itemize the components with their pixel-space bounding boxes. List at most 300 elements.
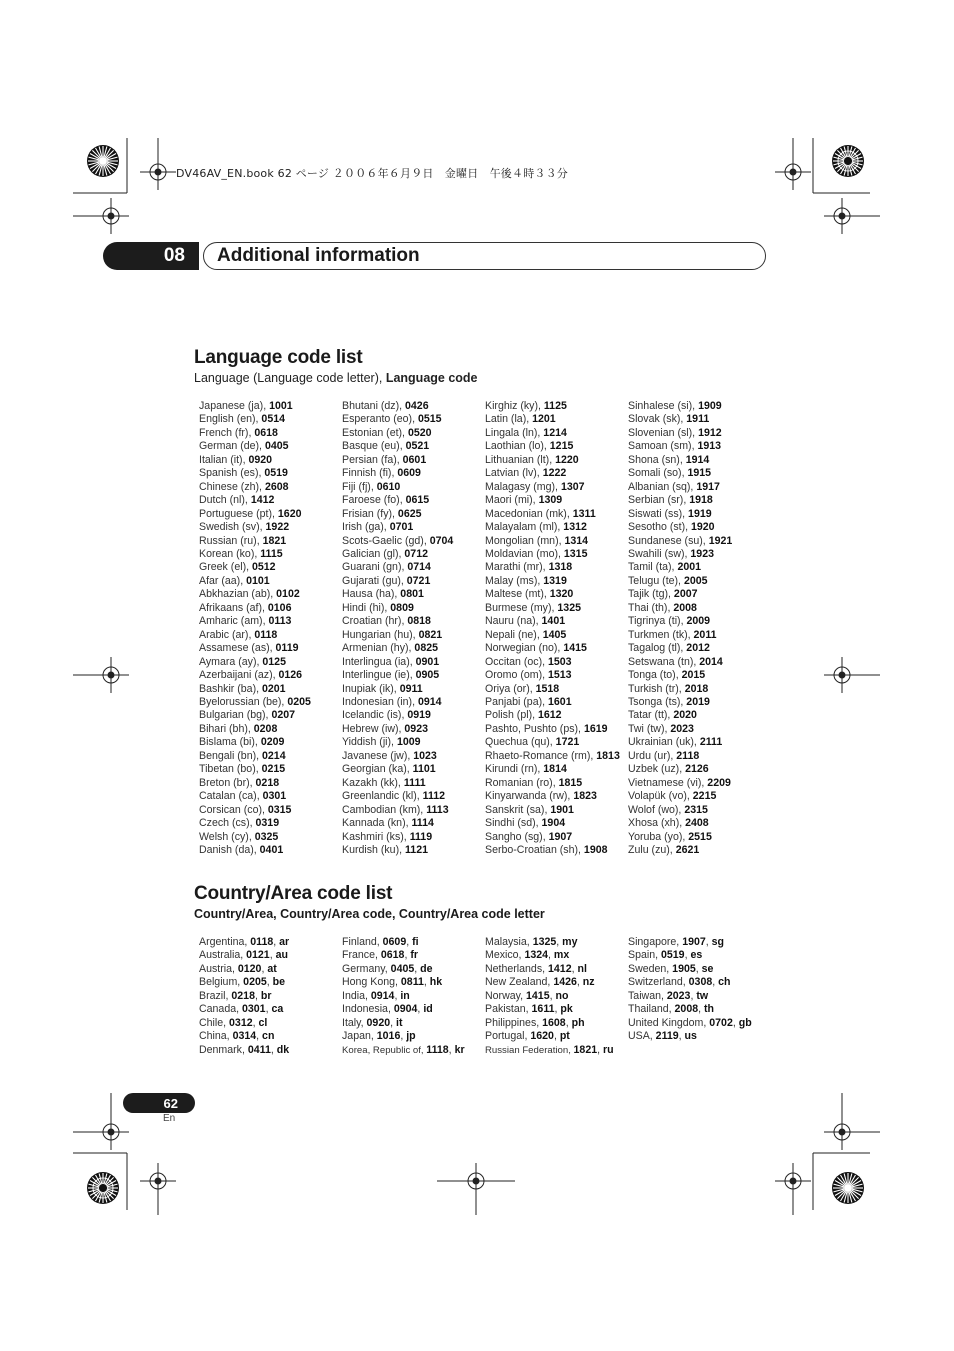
country-letter: tw bbox=[696, 989, 709, 1002]
language-code: 0825 bbox=[414, 642, 438, 655]
language-entry bbox=[628, 454, 732, 467]
language-code: 1920 bbox=[691, 521, 715, 534]
country-code: 2119 bbox=[655, 1030, 679, 1043]
country-letter: at bbox=[267, 962, 277, 975]
language-code: 0901 bbox=[415, 655, 440, 668]
country-entry bbox=[199, 1017, 289, 1030]
language-entry bbox=[199, 481, 311, 494]
language-name: Hausa (ha), bbox=[342, 588, 401, 601]
language-name: Basque (eu), bbox=[342, 440, 406, 453]
language-code: 0601 bbox=[402, 453, 427, 466]
country-name: Italy, bbox=[342, 1016, 367, 1029]
country-entry bbox=[485, 990, 614, 1003]
language-code: 2621 bbox=[675, 843, 700, 856]
language-code: 1918 bbox=[689, 494, 713, 507]
language-entry bbox=[342, 602, 453, 615]
language-name: Kannada (kn), bbox=[342, 817, 412, 830]
language-name: Wolof (wo), bbox=[628, 803, 685, 816]
language-entry bbox=[485, 602, 620, 615]
country-entry bbox=[485, 963, 614, 976]
language-name: Xhosa (xh), bbox=[628, 817, 686, 830]
language-entry bbox=[342, 400, 453, 413]
language-name: Scots-Gaelic (gd), bbox=[342, 534, 430, 547]
language-entry bbox=[342, 804, 453, 817]
language-code: 2020 bbox=[673, 709, 697, 722]
language-entry bbox=[342, 777, 453, 790]
separator: , bbox=[252, 1016, 259, 1029]
language-name: Kazakh (kk), bbox=[342, 776, 404, 789]
language-name: Armenian (hy), bbox=[342, 642, 415, 655]
separator: , bbox=[417, 1003, 424, 1016]
language-code: 1307 bbox=[560, 480, 585, 493]
country-code: 0609 bbox=[382, 936, 407, 948]
language-name: Aymara (ay), bbox=[199, 655, 263, 668]
language-name: Corsican (co), bbox=[199, 803, 268, 816]
language-code: 2515 bbox=[688, 830, 712, 843]
language-entry bbox=[628, 575, 732, 588]
language-entry bbox=[199, 669, 311, 682]
separator: , bbox=[597, 1043, 603, 1056]
language-name: Bihari (bh), bbox=[199, 722, 254, 735]
language-name: Yoruba (yo), bbox=[628, 830, 689, 843]
separator: , bbox=[554, 1003, 561, 1016]
language-entry bbox=[342, 669, 453, 682]
country-code: 1426 bbox=[553, 976, 577, 989]
language-name: Afar (aa), bbox=[199, 574, 247, 587]
language-code: 1222 bbox=[542, 467, 567, 480]
country-letter: au bbox=[275, 949, 288, 962]
country-letter: no bbox=[555, 989, 569, 1002]
language-name: Slovenian (sl), bbox=[628, 426, 699, 439]
country-entry bbox=[485, 949, 614, 962]
language-code: 2014 bbox=[699, 655, 723, 668]
country-entry bbox=[342, 1003, 465, 1016]
language-name: Laothian (lo), bbox=[485, 440, 550, 453]
language-name: Malayalam (ml), bbox=[485, 521, 564, 534]
country-entry bbox=[342, 1044, 465, 1057]
country-section-title: Country/Area code list bbox=[194, 883, 393, 904]
language-code: 1612 bbox=[537, 709, 562, 722]
language-name: Oriya (or), bbox=[485, 682, 536, 695]
language-name: Fiji (fj), bbox=[342, 480, 377, 493]
country-code: 0702 bbox=[709, 1016, 733, 1029]
language-entry bbox=[342, 413, 453, 426]
language-entry bbox=[485, 400, 620, 413]
country-code: 1905 bbox=[672, 962, 696, 975]
country-code: 0205 bbox=[243, 976, 267, 989]
language-name: Turkish (tr), bbox=[628, 682, 685, 695]
separator: , bbox=[265, 1003, 272, 1016]
language-code: 1823 bbox=[573, 790, 597, 803]
language-name: Swedish (sv), bbox=[199, 521, 266, 534]
language-name: Interlingue (ie), bbox=[342, 669, 416, 682]
language-code: 0712 bbox=[404, 547, 428, 560]
language-code: 1917 bbox=[696, 480, 720, 493]
language-code: 0821 bbox=[418, 628, 443, 641]
language-entry bbox=[342, 831, 453, 844]
language-name: Inupiak (ik), bbox=[342, 682, 400, 695]
language-code: 0905 bbox=[415, 669, 440, 682]
language-entry bbox=[628, 696, 732, 709]
language-code: 0208 bbox=[253, 722, 278, 735]
language-entry bbox=[628, 629, 732, 642]
language-entry bbox=[342, 494, 453, 507]
language-column-2 bbox=[342, 400, 453, 857]
language-entry bbox=[199, 709, 311, 722]
language-code: 1915 bbox=[687, 467, 712, 480]
language-code: 0515 bbox=[417, 413, 442, 426]
country-code: 1620 bbox=[530, 1030, 554, 1043]
language-name: Lingala (ln), bbox=[485, 426, 544, 439]
language-entry bbox=[628, 427, 732, 440]
language-name: Burmese (my), bbox=[485, 601, 558, 614]
language-name: Sinhalese (si), bbox=[628, 400, 699, 412]
language-code: 0914 bbox=[417, 695, 442, 708]
language-code: 0714 bbox=[407, 561, 431, 574]
language-entry bbox=[485, 642, 620, 655]
language-entry bbox=[199, 454, 311, 467]
language-code: 0618 bbox=[254, 426, 278, 439]
separator: , bbox=[404, 949, 411, 962]
language-code: 0609 bbox=[397, 467, 421, 480]
language-name: Nauru (na), bbox=[485, 615, 542, 628]
language-code: 1919 bbox=[688, 507, 712, 520]
language-entry bbox=[485, 413, 620, 426]
language-code: 1922 bbox=[265, 521, 290, 534]
country-code: 1016 bbox=[376, 1030, 401, 1043]
language-entry bbox=[628, 467, 732, 480]
language-code: 1319 bbox=[543, 574, 567, 587]
language-name: Greenlandic (kl), bbox=[342, 790, 423, 803]
language-code: 1325 bbox=[557, 601, 581, 614]
language-name: Hungarian (hu), bbox=[342, 628, 419, 641]
country-code: 0308 bbox=[688, 976, 713, 989]
country-name: Belgium, bbox=[199, 976, 244, 989]
language-code: 1814 bbox=[543, 763, 567, 776]
country-entry bbox=[199, 990, 289, 1003]
language-code: 1405 bbox=[542, 628, 567, 641]
language-name: Hindi (hi), bbox=[342, 601, 391, 614]
language-code: 1311 bbox=[572, 507, 596, 520]
country-code: 1907 bbox=[682, 936, 706, 948]
language-entry bbox=[199, 817, 311, 830]
language-entry bbox=[342, 508, 453, 521]
language-code: 1215 bbox=[549, 440, 574, 453]
country-letter: es bbox=[690, 949, 703, 962]
language-entry bbox=[485, 454, 620, 467]
country-entry bbox=[199, 936, 289, 949]
language-code: 1101 bbox=[412, 763, 436, 776]
language-entry bbox=[199, 575, 311, 588]
language-name: Bislama (bi), bbox=[199, 736, 261, 749]
language-code: 0102 bbox=[276, 588, 300, 601]
language-entry bbox=[199, 427, 311, 440]
starburst-target bbox=[87, 145, 119, 177]
language-code: 2023 bbox=[670, 722, 694, 735]
language-entry bbox=[628, 400, 732, 413]
language-code: 1415 bbox=[563, 642, 587, 655]
language-entry bbox=[199, 548, 311, 561]
country-code: 2023 bbox=[666, 989, 691, 1002]
language-code: 1412 bbox=[250, 494, 275, 507]
language-name: Russian (ru), bbox=[199, 534, 263, 547]
country-code: 0120 bbox=[237, 962, 262, 975]
language-code: 0519 bbox=[264, 467, 288, 480]
language-name: Korean (ko), bbox=[199, 547, 261, 560]
language-name: Galician (gl), bbox=[342, 547, 405, 560]
country-name: New Zealand, bbox=[485, 976, 554, 989]
country-letter: fi bbox=[412, 936, 419, 948]
country-entry bbox=[342, 949, 465, 962]
language-name: Swahili (sw), bbox=[628, 547, 691, 560]
language-entry bbox=[628, 494, 732, 507]
language-name: Tsonga (ts), bbox=[628, 695, 687, 708]
language-code: 0923 bbox=[404, 722, 428, 735]
separator: , bbox=[261, 962, 268, 975]
country-column-1 bbox=[199, 936, 289, 1057]
separator: , bbox=[254, 989, 261, 1002]
language-name: Quechua (qu), bbox=[485, 736, 556, 749]
language-entry bbox=[199, 763, 311, 776]
separator: , bbox=[400, 1030, 407, 1043]
country-letter: ch bbox=[718, 976, 731, 989]
language-code: 0126 bbox=[278, 669, 303, 682]
language-code: 2019 bbox=[686, 695, 710, 708]
language-name: Japanese (ja), bbox=[199, 400, 270, 412]
country-name: Thailand, bbox=[628, 1003, 675, 1016]
separator: , bbox=[273, 936, 280, 948]
separator: , bbox=[684, 949, 691, 962]
country-entry bbox=[628, 1030, 752, 1043]
language-name: Vietnamese (vi), bbox=[628, 776, 708, 789]
language-code: 1318 bbox=[548, 561, 573, 574]
separator: , bbox=[423, 976, 430, 989]
language-name: Panjabi (pa), bbox=[485, 695, 549, 708]
country-code: 1324 bbox=[524, 949, 549, 962]
country-letter: it bbox=[396, 1016, 403, 1029]
language-code: 1815 bbox=[558, 776, 583, 789]
language-name: Czech (cs), bbox=[199, 817, 256, 830]
country-name: United Kingdom, bbox=[628, 1016, 710, 1029]
language-code: 1001 bbox=[269, 400, 293, 412]
language-code: 0201 bbox=[262, 682, 286, 695]
language-code: 1214 bbox=[543, 426, 567, 439]
language-name: Malagasy (mg), bbox=[485, 480, 561, 493]
language-name: Tibetan (bo), bbox=[199, 763, 262, 776]
language-entry bbox=[628, 615, 732, 628]
language-entry bbox=[342, 561, 453, 574]
crosshair-targets bbox=[73, 138, 880, 1215]
country-entry bbox=[628, 1003, 752, 1016]
language-code: 1813 bbox=[596, 749, 620, 762]
language-name: Javanese (jw), bbox=[342, 749, 414, 762]
country-code: 0314 bbox=[232, 1030, 257, 1043]
language-entry bbox=[342, 817, 453, 830]
language-code: 1923 bbox=[690, 547, 714, 560]
country-code: 0301 bbox=[242, 1003, 266, 1016]
language-entry bbox=[199, 494, 311, 507]
language-code: 2118 bbox=[676, 749, 700, 762]
language-entry bbox=[199, 467, 311, 480]
language-code: 1320 bbox=[549, 588, 574, 601]
language-entry bbox=[199, 831, 311, 844]
language-entry bbox=[199, 561, 311, 574]
language-name: Kirghiz (ky), bbox=[485, 400, 544, 412]
country-entry bbox=[485, 1003, 614, 1016]
language-entry bbox=[485, 669, 620, 682]
language-name: Malay (ms), bbox=[485, 574, 544, 587]
country-letter: hk bbox=[429, 976, 443, 989]
language-name: German (de), bbox=[199, 440, 265, 453]
language-name: Uzbek (uz), bbox=[628, 763, 686, 776]
language-entry bbox=[199, 683, 311, 696]
country-letter: kr bbox=[454, 1043, 465, 1056]
language-entry bbox=[628, 413, 732, 426]
language-entry bbox=[485, 777, 620, 790]
country-name: Malaysia, bbox=[485, 936, 533, 948]
language-entry bbox=[342, 723, 453, 736]
language-entry bbox=[342, 535, 453, 548]
language-name: Ukrainian (uk), bbox=[628, 736, 700, 749]
language-entry bbox=[342, 454, 453, 467]
language-entry bbox=[628, 750, 732, 763]
language-code: 1503 bbox=[548, 655, 572, 668]
country-name: Denmark, bbox=[199, 1043, 248, 1056]
language-name: Azerbaijani (az), bbox=[199, 669, 279, 682]
country-name: France, bbox=[342, 949, 381, 962]
language-code: 1112 bbox=[422, 790, 446, 803]
chapter-title: Additional information bbox=[203, 242, 766, 270]
language-name: Oromo (om), bbox=[485, 669, 548, 682]
country-code: 1412 bbox=[548, 962, 572, 975]
language-entry bbox=[628, 548, 732, 561]
language-name: Frisian (fy), bbox=[342, 507, 398, 520]
language-entry bbox=[199, 629, 311, 642]
language-code: 0325 bbox=[254, 830, 279, 843]
separator: , bbox=[549, 989, 556, 1002]
language-name: Gujarati (gu), bbox=[342, 574, 407, 587]
country-entry bbox=[342, 963, 465, 976]
country-entry bbox=[485, 1017, 614, 1030]
country-letter: my bbox=[562, 936, 578, 948]
country-entry bbox=[342, 1030, 465, 1043]
separator: , bbox=[266, 976, 273, 989]
language-code: 1220 bbox=[555, 453, 579, 466]
language-entry bbox=[485, 427, 620, 440]
language-name: Kurdish (ku), bbox=[342, 843, 405, 856]
country-entry bbox=[199, 976, 289, 989]
country-name: India, bbox=[342, 989, 371, 1002]
language-name: Setswana (tn), bbox=[628, 655, 700, 668]
language-entry bbox=[342, 763, 453, 776]
language-column-1 bbox=[199, 400, 311, 857]
language-code: 0520 bbox=[407, 426, 432, 439]
language-name: Spanish (es), bbox=[199, 467, 265, 480]
country-entry bbox=[342, 1017, 465, 1030]
country-name: Taiwan, bbox=[628, 989, 667, 1002]
language-entry bbox=[485, 750, 620, 763]
language-name: Guarani (gn), bbox=[342, 561, 408, 574]
language-name: Bulgarian (bg), bbox=[199, 709, 272, 722]
language-code: 0920 bbox=[248, 453, 273, 466]
language-name: French (fr), bbox=[199, 426, 255, 439]
language-name: Maori (mi), bbox=[485, 494, 539, 507]
language-code: 0512 bbox=[251, 561, 276, 574]
language-name: Catalan (ca), bbox=[199, 790, 263, 803]
language-name: Croatian (hr), bbox=[342, 615, 408, 628]
separator: , bbox=[565, 1016, 572, 1029]
language-name: Irish (ga), bbox=[342, 521, 390, 534]
language-code: 1909 bbox=[698, 400, 722, 412]
language-code: 0119 bbox=[275, 642, 299, 655]
language-name: Lithuanian (lt), bbox=[485, 453, 556, 466]
language-entry bbox=[628, 817, 732, 830]
language-code: 2009 bbox=[686, 615, 711, 628]
language-name: Esperanto (eo), bbox=[342, 413, 418, 426]
language-code: 1619 bbox=[583, 722, 608, 735]
language-code: 1513 bbox=[547, 669, 572, 682]
language-entry bbox=[199, 777, 311, 790]
country-entry bbox=[485, 976, 614, 989]
language-entry bbox=[628, 804, 732, 817]
language-code: 0214 bbox=[262, 749, 286, 762]
language-name: Hebrew (iw), bbox=[342, 722, 405, 735]
language-code: 1111 bbox=[403, 776, 426, 789]
language-name: Assamese (as), bbox=[199, 642, 276, 655]
language-entry bbox=[199, 723, 311, 736]
language-name: Polish (pl), bbox=[485, 709, 538, 722]
separator: , bbox=[576, 976, 583, 989]
country-entry bbox=[342, 990, 465, 1003]
separator: , bbox=[571, 962, 578, 975]
language-entry bbox=[342, 548, 453, 561]
separator: , bbox=[712, 976, 719, 989]
language-name: Sesotho (st), bbox=[628, 521, 691, 534]
language-code: 1023 bbox=[413, 749, 437, 762]
country-code: 1821 bbox=[573, 1043, 598, 1056]
language-name: Slovak (sk), bbox=[628, 413, 687, 426]
country-letter: ca bbox=[271, 1003, 284, 1016]
separator: , bbox=[705, 936, 712, 948]
language-code: 0218 bbox=[255, 776, 280, 789]
separator: , bbox=[406, 936, 413, 948]
language-name: Latin (la), bbox=[485, 413, 533, 426]
print-file-header: DV46AV_EN.book 62 ページ ２００６年６月９日 金曜日 午後４時３３分 bbox=[176, 167, 568, 180]
language-entry bbox=[485, 831, 620, 844]
language-name: Byelorussian (be), bbox=[199, 695, 288, 708]
country-name: Netherlands, bbox=[485, 962, 549, 975]
language-entry bbox=[342, 440, 453, 453]
country-letter: cl bbox=[258, 1016, 268, 1029]
language-code: 1821 bbox=[262, 534, 287, 547]
language-code: 2315 bbox=[684, 803, 708, 816]
language-entry bbox=[342, 844, 453, 857]
language-name: Faroese (fo), bbox=[342, 494, 406, 507]
language-entry bbox=[485, 561, 620, 574]
country-entry bbox=[485, 1030, 614, 1043]
language-code: 0301 bbox=[262, 790, 287, 803]
language-entry bbox=[199, 804, 311, 817]
language-entry bbox=[628, 790, 732, 803]
language-name: Tagalog (tl), bbox=[628, 642, 687, 655]
country-letter: us bbox=[684, 1030, 697, 1043]
language-name: Marathi (mr), bbox=[485, 561, 549, 574]
language-entry bbox=[485, 588, 620, 601]
country-letter: cn bbox=[262, 1030, 275, 1043]
language-code: 1921 bbox=[708, 534, 733, 547]
language-name: Moldavian (mo), bbox=[485, 547, 564, 560]
language-entry bbox=[342, 736, 453, 749]
